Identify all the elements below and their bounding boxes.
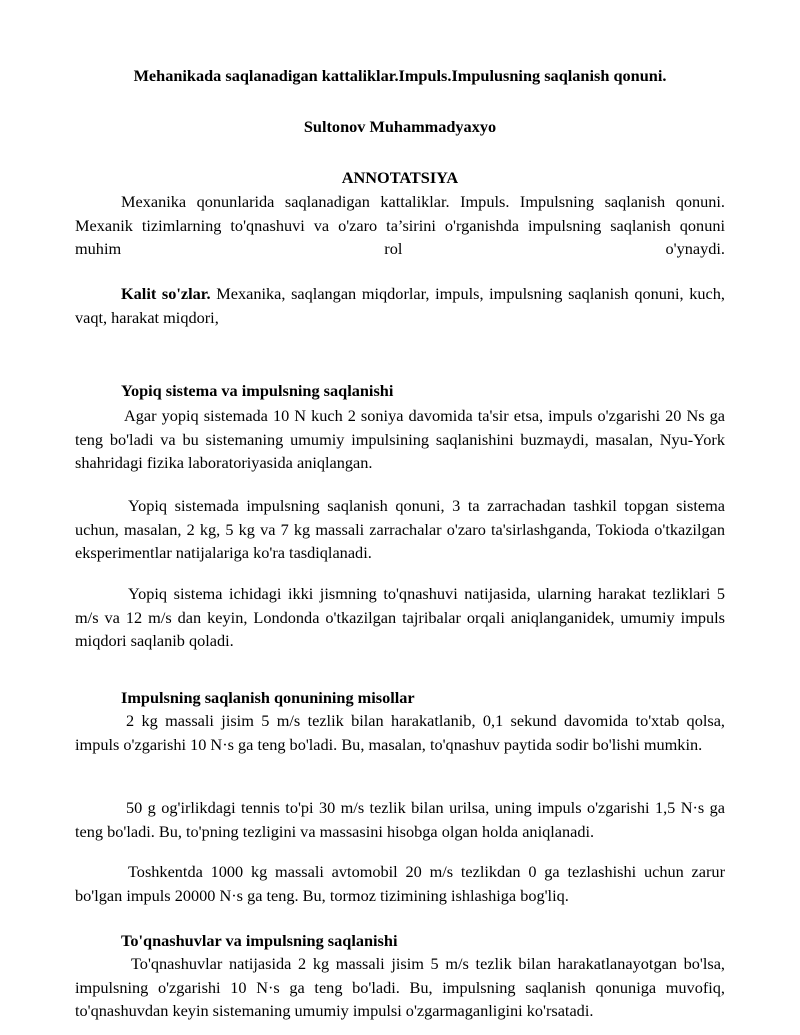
document-title: Mehanikada saqlanadigan kattaliklar.Impuls.Impulusning saqlanish qonuni. [133, 66, 667, 85]
paragraph-collisions-1: To'qnashuvlar natijasida 2 kg massali jisim 5 m/s tezlik bilan harakatlanayotgan bo'lsa, impulsning o'zgarishi 10 N·s ga teng bo'ladi. Bu, impulsning saqlanish qonuniga muvofiq, to'qnashuvdan keyin sistemaning umumiy impulsi o'zgarmaganligini ko'rsatadi. [75, 954, 725, 1020]
paragraph-examples-2: 50 g og'irlikdagi tennis to'pi 30 m/s tezlik bilan urilsa, uning impuls o'zgarishi 1,5 N·s ga teng bo'ladi. Bu, to'pning tezligini va massasini hisobga olgan holda aniqlanadi. [75, 798, 725, 841]
paragraph-closed-system-3: Yopiq sistema ichidagi ikki jismning to'qnashuvi natijasida, ularning harakat tezliklari 5 m/s va 12 m/s dan keyin, Londonda o'tkazilgan tajribalar orqali aniqlanganidek, umumiy impuls miqdori saqlanib qoladi. [75, 584, 725, 650]
keywords-paragraph [75, 282, 725, 329]
section-heading-closed-system: Yopiq sistema va impulsning saqlanishi [121, 381, 394, 400]
annotation-text: Mexanika qonunlarida saqlanadigan kattaliklar. Impuls. Impulsning saqlanish qonuni. Mexanik tizimlarning to'qnashuvi va o'zaro ta’sirini o'rganishda impulsning saqlanish qonuni muhim rol o'ynaydi. [75, 192, 725, 258]
section-heading-examples: Impulsning saqlanish qonunining misollar [121, 688, 415, 707]
paragraph-closed-system-1: Agar yopiq sistemada 10 N kuch 2 soniya davomida ta'sir etsa, impuls o'zgarishi 20 Ns ga teng bo'ladi va bu sistemaning umumiy impulsining saqlanishini buzmaydi, masalan, Nyu-York shahridagi fizika laboratoriyasida aniqlangan. [75, 406, 725, 472]
paragraph-examples-1: 2 kg massali jisim 5 m/s tezlik bilan harakatlanib, 0,1 sekund davomida to'xtab qolsa, impuls o'zgarishi 10 N·s ga teng bo'ladi. Bu, masalan, to'qnashuv paytida sodir bo'lishi mumkin. [75, 711, 725, 754]
paragraph-closed-system-2: Yopiq sistemada impulsning saqlanish qonuni, 3 ta zarrachadan tashkil topgan sistema uchun, masalan, 2 kg, 5 kg va 7 kg massali zarrachalar o'zaro ta'sirlashganda, Tokioda o'tkazilgan eksperimentlar natijalariga ko'ra tasdiqlanadi. [75, 496, 725, 562]
paragraph-examples-3: Toshkentda 1000 kg massali avtomobil 20 m/s tezlikdan 0 ga tezlashishi uchun zarur bo'lgan impuls 20000 N·s ga teng. Bu, tormoz tizimining ishlashiga bog'liq. [75, 862, 725, 905]
annotation-heading: ANNOTATSIYA [341, 168, 459, 187]
section-heading-collisions: To'qnashuvlar va impulsning saqlanishi [121, 931, 398, 950]
keywords-label: Kalit so'zlar. [121, 284, 211, 303]
author-name: Sultonov Muhammadyaxyo [303, 117, 497, 136]
keywords-text: Mexanika, saqlangan miqdorlar, impuls, impulsning saqlanish qonuni, kuch, vaqt, harakat miqdori, [75, 284, 725, 327]
